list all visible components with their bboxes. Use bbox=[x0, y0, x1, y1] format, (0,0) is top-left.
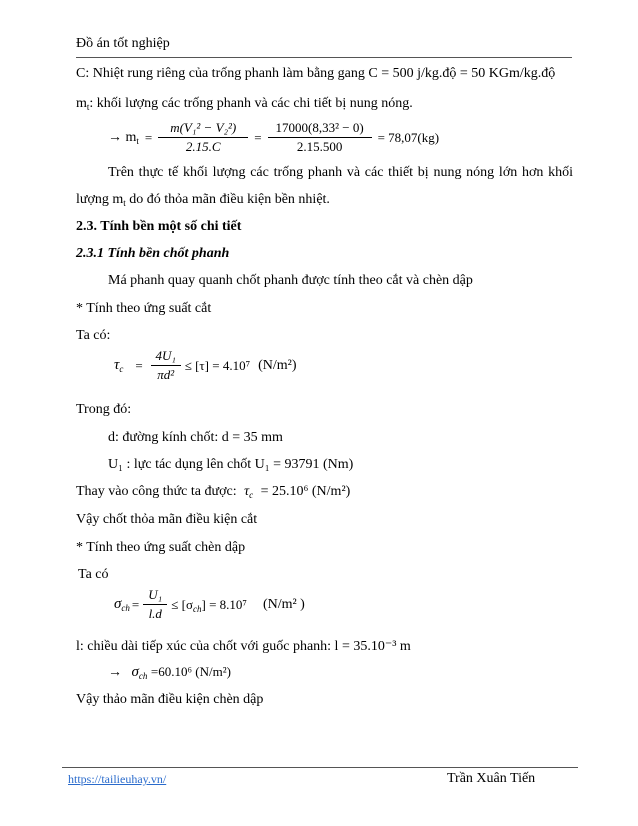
eq3-denominator: l.d bbox=[143, 604, 167, 622]
eq4-sigma: $\sigma_{ch}$ bbox=[131, 664, 148, 681]
eq4-value: =60.10⁶ (N/m²) bbox=[150, 664, 231, 679]
eq3-rhs: ≤ $[\sigma_{ch}] = 8.10^7$ bbox=[171, 596, 247, 614]
eq1-equals: = bbox=[144, 129, 153, 145]
footer-link[interactable]: https://tailieuhay.vn/ bbox=[68, 772, 167, 786]
shear-title: * Tính theo ứng suất cắt bbox=[76, 301, 212, 316]
conclusion-shear: Vậy chốt thỏa mãn điều kiện cắt bbox=[76, 512, 258, 527]
eq1-result: = 78,07(kg) bbox=[377, 129, 440, 145]
eq1-f1-denominator: 2.15.C bbox=[158, 137, 248, 155]
paragraph-1-line-1: Trên thực tế khối lượng các trống phanh và các thiết bị nung nóng lớn hơn khối bbox=[108, 165, 573, 180]
force-definition: U₁ : lực tác dụng lên chốt U₁ = 93791 (Nm) bbox=[108, 457, 354, 472]
trong-do: Trong đó: bbox=[76, 402, 132, 417]
eq1-lhs: → $m_t$ bbox=[108, 129, 139, 146]
eq2-denominator: πd² bbox=[151, 365, 181, 383]
eq3-numerator: U₁ bbox=[148, 587, 163, 602]
mass-subscript: t bbox=[86, 102, 90, 112]
eq1-f1-numerator: m(V₁² − V₂²) bbox=[170, 120, 237, 135]
ta-co-1: Ta có: bbox=[76, 328, 111, 343]
eq2-unit: (N/m²) bbox=[258, 357, 297, 373]
eq1-fraction-1 bbox=[158, 120, 248, 155]
eq1-fraction-2 bbox=[268, 120, 372, 155]
paragraph-1-line-2: lượng $m_t$ do đó thỏa mãn điều kiện bền nhiệt. bbox=[76, 192, 330, 208]
conclusion-crush: Vậy thảo mãn điều kiện chèn dập bbox=[76, 692, 264, 707]
mass-definition-line bbox=[76, 96, 413, 112]
eq3-unit: (N/m² ) bbox=[262, 596, 305, 612]
eq4-arrow: → bbox=[108, 665, 122, 680]
eq2-lhs: $\tau_c$ bbox=[114, 357, 124, 374]
equation-crush bbox=[114, 587, 305, 622]
eq3-lhs: $\sigma_{ch}$ bbox=[114, 596, 130, 613]
mass-description: : khối lượng các trống phanh và các chi tiết bị nung nóng. bbox=[89, 96, 413, 111]
diameter-definition: d: đường kính chốt: d = 35 mm bbox=[108, 430, 283, 445]
eq2-fraction bbox=[151, 348, 181, 383]
eq2-equals: = bbox=[135, 357, 143, 373]
tau-c-symbol: $\tau_c$ bbox=[244, 484, 254, 500]
eq3-fraction bbox=[143, 587, 167, 622]
eq1-equals-2: = bbox=[254, 129, 262, 145]
eq2-numerator: 4U₁ bbox=[155, 348, 176, 363]
equation-crush-result bbox=[108, 664, 231, 681]
eq1-f2-numerator: 17000(8,33² − 0) bbox=[275, 120, 364, 135]
header-divider bbox=[76, 57, 572, 58]
substitution-line: Thay vào công thức ta được: $\tau_c = 25.10^6$ (N/m²) bbox=[76, 484, 351, 500]
footer-author: Trần Xuân Tiến bbox=[447, 771, 536, 786]
crush-title: * Tính theo ứng suất chèn dập bbox=[76, 540, 246, 555]
eq1-f2-denominator: 2.15.500 bbox=[268, 137, 372, 155]
mass-symbol: m bbox=[76, 96, 87, 111]
specific-heat-line: C: Nhiệt rung riêng của trống phanh làm bằng gang C = 500 j/kg.độ = 50 KGm/kg.độ bbox=[76, 66, 556, 81]
eq2-rhs: ≤ [τ] = 4.10⁷ bbox=[184, 357, 251, 373]
length-definition: l: chiều dài tiếp xúc của chốt với guốc phanh: l = 35.10⁻³ m bbox=[76, 639, 411, 654]
equation-mass bbox=[108, 120, 439, 155]
section-heading-2-3-1: 2.3.1 Tính bền chốt phanh bbox=[76, 246, 230, 261]
tau-c-value: = 25.10⁶ (N/m²) bbox=[260, 484, 351, 499]
section-heading-2-3: 2.3. Tính bền một số chi tiết bbox=[76, 219, 242, 234]
header-title: Đồ án tốt nghiệp bbox=[76, 36, 170, 51]
eq3-equals: = bbox=[131, 596, 140, 612]
paragraph-2: Má phanh quay quanh chốt phanh được tính theo cắt và chèn dập bbox=[108, 273, 473, 288]
footer-divider bbox=[62, 767, 578, 768]
equation-shear bbox=[114, 348, 297, 383]
ta-co-2: Ta có bbox=[78, 567, 109, 582]
